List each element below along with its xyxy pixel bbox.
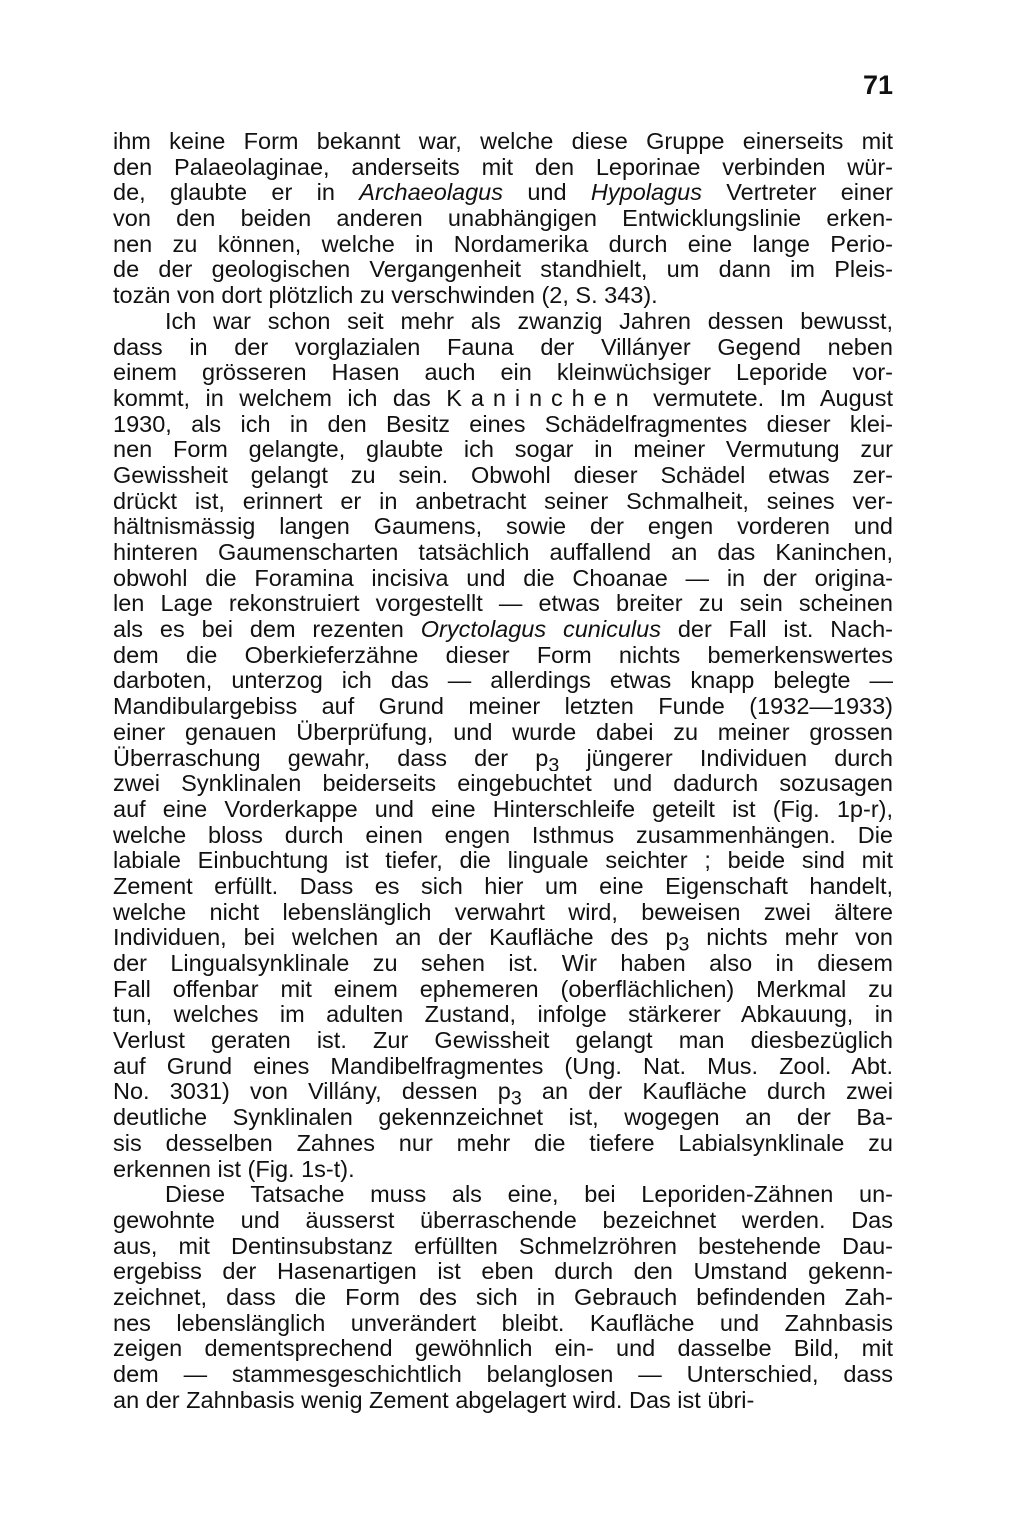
- text-line: [113, 540, 893, 566]
- text-segment: labiale Einbuchtung ist tiefer, die linguale seichter ; beide sind mit: [113, 848, 893, 874]
- text-segment: erkennen ist (Fig. 1s-t).: [113, 1156, 355, 1182]
- text-segment: drückt ist, erinnert er in anbetracht seiner Schmalheit, seines ver-: [113, 488, 893, 514]
- text-line: [113, 643, 893, 669]
- text-line: [113, 797, 893, 823]
- text-segment: dem — stammesgeschichtlich belanglosen — Unterschied, dass: [113, 1362, 893, 1387]
- text-line: [113, 335, 893, 361]
- text-line: [113, 977, 893, 1003]
- text-line: [113, 900, 893, 926]
- text-segment: einer genauen Überprüfung, und wurde dabei zu meiner grossen: [113, 719, 893, 745]
- text-segment: dem die Oberkieferzähne dieser Form nichts bemerkenswertes: [113, 642, 893, 668]
- text-line: [113, 1079, 893, 1105]
- text-segment: zeigen dementsprechend gewöhnlich ein- und dasselbe Bild, mit: [113, 1336, 893, 1362]
- text-segment: tozän von dort plötzlich zu verschwinden (2, S. 343).: [113, 283, 658, 309]
- body-text: [113, 129, 893, 1413]
- text-segment: und: [503, 180, 591, 206]
- text-segment: einem grösseren Hasen auch ein kleinwüchsiger Leporide vor-: [113, 360, 893, 386]
- text-segment: vermutete. Im August: [637, 385, 893, 411]
- text-segment: hinteren Gaumenscharten tatsächlich auffallend an das Kaninchen,: [113, 540, 893, 565]
- text-segment: nen Form gelangte, glaubte ich sogar in meiner Vermutung zur: [113, 437, 893, 463]
- text-segment: sis desselben Zahnes nur mehr die tiefere Labialsynklinale zu: [113, 1130, 893, 1156]
- text-line: [113, 1285, 893, 1311]
- text-segment: de, glaubte er in: [113, 180, 360, 206]
- italic-term: Archaeolagus: [359, 180, 504, 206]
- paragraph: [113, 1182, 893, 1413]
- text-line: [113, 874, 893, 900]
- text-segment: deutliche Synklinalen gekennzeichnet ist, wogegen an der Ba-: [113, 1105, 893, 1131]
- subscript: 3: [510, 1088, 522, 1106]
- text-segment: No. 3031) von Villány, dessen p: [113, 1079, 511, 1105]
- text-segment: jüngerer Individuen durch: [559, 745, 893, 771]
- text-line: [113, 617, 893, 643]
- text-line: [113, 951, 893, 977]
- text-line: [113, 1336, 893, 1362]
- text-segment: der Fall ist. Nach-: [660, 617, 893, 643]
- text-segment: gewohnte und äusserst überraschende bezeichnet werden. Das: [113, 1207, 893, 1233]
- text-line: [113, 1362, 893, 1388]
- text-segment: zeichnet, dass die Form des sich in Gebrauch befindenden Zah-: [113, 1284, 893, 1310]
- text-line: [113, 514, 893, 540]
- text-segment: an der Zahnbasis wenig Zement abgelagert wird. Das ist übri-: [113, 1387, 755, 1413]
- text-segment: darboten, unterzog ich das — allerdings etwas knapp belegte —: [113, 668, 893, 694]
- text-segment: auf eine Vorderkappe und eine Hinterschleife geteilt ist (Fig. 1p-r),: [113, 796, 893, 822]
- text-line: [113, 1311, 893, 1337]
- subscript: 3: [548, 754, 560, 772]
- text-segment: auf Grund eines Mandibelfragmentes (Ung. Nat. Mus. Zool. Abt.: [113, 1053, 893, 1079]
- text-line: [113, 1002, 893, 1028]
- text-segment: zwei Synklinalen beiderseits eingebuchtet und dadurch sozusagen: [113, 771, 893, 797]
- text-segment: Verlust geraten ist. Zur Gewissheit gelangt man diesbezüglich: [113, 1028, 893, 1054]
- text-line: [113, 360, 893, 386]
- text-line: [113, 1028, 893, 1054]
- text-line: [113, 1105, 893, 1131]
- text-line: [113, 1388, 893, 1414]
- text-segment: obwohl die Foramina incisiva und die Choanae — in der origina-: [113, 565, 893, 591]
- text-segment: Überraschung gewahr, dass der p: [113, 745, 549, 771]
- text-segment: Fall offenbar mit einem ephemeren (oberflächlichen) Merkmal zu: [113, 976, 893, 1002]
- text-segment: Zement erfüllt. Dass es sich hier um eine Eigenschaft handelt,: [113, 873, 893, 899]
- text-line: [113, 155, 893, 181]
- text-line: [113, 283, 893, 309]
- italic-term: Hypolagus: [590, 180, 702, 206]
- text-line: [113, 746, 893, 772]
- text-line: [113, 1234, 893, 1260]
- text-segment: nes lebenslänglich unverändert bleibt. Kaufläche und Zahnbasis: [113, 1310, 893, 1336]
- text-line: [113, 566, 893, 592]
- text-line: [113, 694, 893, 720]
- text-line: [113, 1054, 893, 1080]
- text-segment: an der Kaufläche durch zwei: [521, 1079, 893, 1105]
- text-segment: Diese Tatsache muss als eine, bei Leporiden-Zähnen un-: [165, 1182, 893, 1208]
- paragraph: [113, 309, 893, 1182]
- text-line: [113, 232, 893, 258]
- text-line: [113, 1131, 893, 1157]
- text-line: [113, 848, 893, 874]
- text-segment: welche bloss durch einen engen Isthmus zusammenhängen. Die: [113, 822, 893, 848]
- text-line: [113, 257, 893, 283]
- text-line: [113, 386, 893, 412]
- text-segment: aus, mit Dentinsubstanz erfüllten Schmelzröhren bestehende Dau-: [113, 1233, 893, 1259]
- paragraph: [113, 129, 893, 309]
- text-line: [113, 771, 893, 797]
- text-segment: kommt, in welchem ich das: [113, 385, 447, 411]
- text-segment: len Lage rekonstruiert vorgestellt — etwas breiter zu sein scheinen: [113, 591, 893, 617]
- text-segment: nichts mehr von: [689, 925, 893, 951]
- text-line: [113, 463, 893, 489]
- text-line: [113, 437, 893, 463]
- text-segment: dass in der vorglazialen Fauna der Villányer Gegend neben: [113, 334, 893, 360]
- text-line: [113, 1157, 893, 1183]
- subscript: 3: [678, 934, 690, 951]
- text-segment: Vertreter einer: [701, 180, 893, 206]
- text-segment: Ich war schon seit mehr als zwanzig Jahren dessen bewusst,: [165, 308, 893, 334]
- page-number: 71: [862, 70, 893, 100]
- text-line: [113, 206, 893, 232]
- text-segment: welche nicht lebenslänglich verwahrt wird, beweisen zwei ältere: [113, 899, 893, 925]
- text-line: [113, 309, 893, 335]
- text-segment: ergebiss der Hasenartigen ist eben durch den Umstand gekenn-: [113, 1259, 893, 1285]
- spaced-term: Kaninchen: [446, 385, 638, 411]
- text-line: [113, 1182, 893, 1208]
- text-line: [113, 489, 893, 515]
- text-segment: tun, welches im adulten Zustand, infolge stärkerer Abkauung, in: [113, 1002, 893, 1028]
- text-line: [113, 1208, 893, 1234]
- text-segment: de der geologischen Vergangenheit standhielt, um dann im Pleis-: [113, 257, 893, 283]
- text-segment: Gewissheit gelangt zu sein. Obwohl dieser Schädel etwas zer-: [113, 462, 893, 488]
- text-line: [113, 925, 893, 951]
- text-line: [113, 412, 893, 438]
- text-segment: nen zu können, welche in Nordamerika durch eine lange Perio-: [113, 231, 893, 257]
- text-segment: 1930, als ich in den Besitz eines Schädelfragmentes dieser klei-: [113, 411, 893, 437]
- text-segment: den Palaeolaginae, anderseits mit den Leporinae verbinden wür-: [113, 154, 893, 180]
- text-segment: Mandibulargebiss auf Grund meiner letzten Funde (1932—1933): [113, 694, 893, 720]
- italic-term: Oryctolagus cuniculus: [420, 617, 661, 643]
- text-line: [113, 720, 893, 746]
- text-line: [113, 180, 893, 206]
- text-segment: hältnismässig langen Gaumens, sowie der engen vorderen und: [113, 514, 893, 540]
- text-segment: ihm keine Form bekannt war, welche diese Gruppe einerseits mit: [113, 129, 893, 154]
- text-line: [113, 668, 893, 694]
- text-segment: von den beiden anderen unabhängigen Entwicklungslinie erken-: [113, 206, 893, 232]
- text-line: [113, 129, 893, 155]
- text-line: [113, 591, 893, 617]
- text-segment: der Lingualsynklinale zu sehen ist. Wir haben also in diesem: [113, 951, 893, 976]
- text-segment: Individuen, bei welchen an der Kaufläche des p: [113, 925, 679, 951]
- text-line: [113, 1259, 893, 1285]
- text-line: [113, 823, 893, 849]
- text-segment: als es bei dem rezenten: [113, 617, 421, 643]
